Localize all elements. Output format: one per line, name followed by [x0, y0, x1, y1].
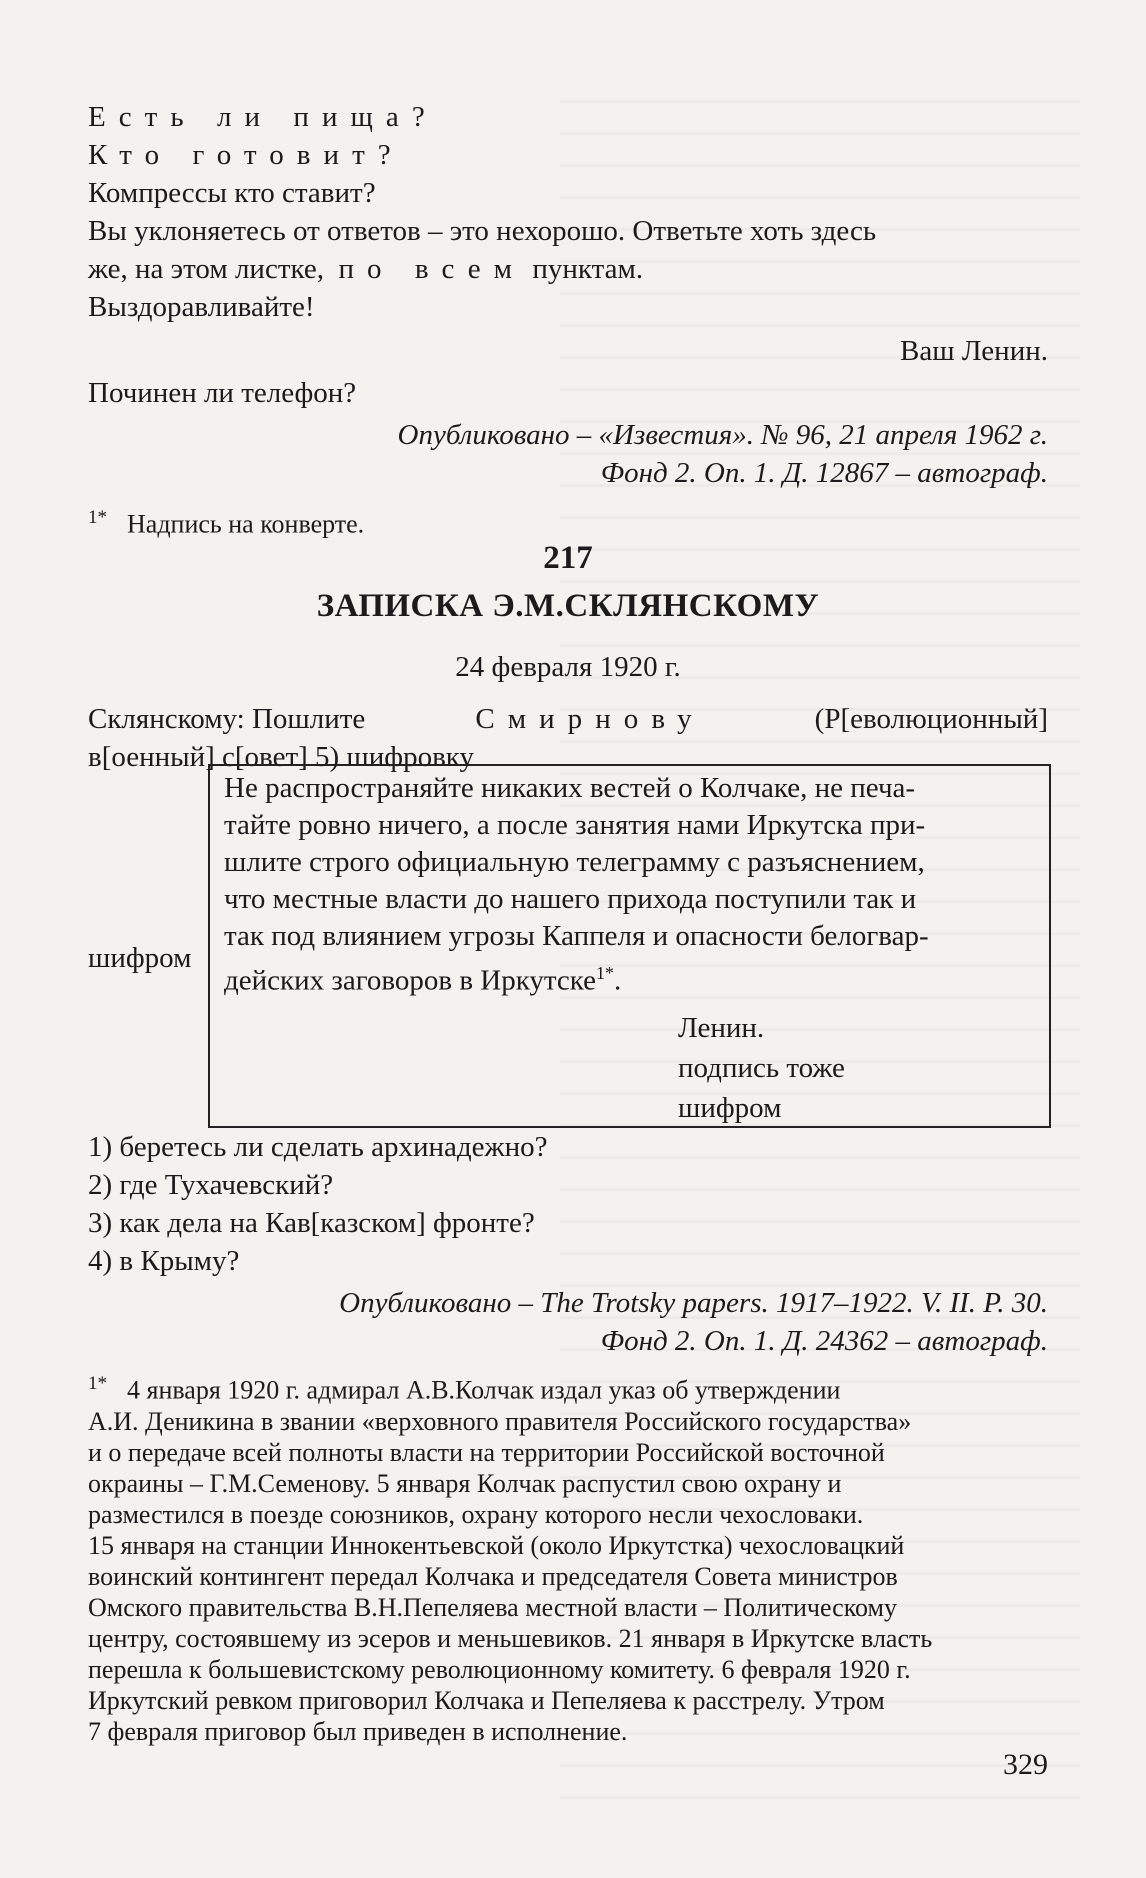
document-title: ЗАПИСКА Э.М.СКЛЯНСКОМУ	[316, 588, 820, 624]
signature-note: подпись тоже	[678, 1052, 845, 1084]
question-item: 4) в Крыму?	[88, 1245, 240, 1277]
archive-note: Фонд 2. Оп. 1. Д. 12867 – автограф.	[600, 457, 1048, 489]
archive-note: Фонд 2. Оп. 1. Д. 24362 – автограф.	[600, 1325, 1048, 1357]
footnote-line: 7 февраля приговор был приведен в исполнение.	[88, 1716, 628, 1746]
footnote-line: А.И. Деникина в звании «верховного правителя Российского государства»	[88, 1406, 912, 1436]
publication-note: Опубликовано – «Известия». № 96, 21 апреля 1962 г.	[397, 419, 1048, 451]
signature-cipher: шифром	[678, 1092, 782, 1124]
question-compress: Компрессы кто ставит?	[88, 177, 376, 209]
previous-document-end	[88, 98, 1048, 543]
envelope-footnote: $^{1*}$ Надпись на конверте.	[88, 507, 365, 539]
spaced-name: Смирнову	[475, 703, 705, 735]
footnote-line: разместился в поезде союзников, охрану которого несли чехословаки.	[88, 1499, 864, 1529]
question-item: 2) где Тухачевский?	[88, 1169, 334, 1201]
telegram-text	[224, 770, 1049, 1000]
phone-question: Починен ли телефон?	[88, 377, 357, 409]
telegram-signature	[678, 1008, 845, 1128]
telegram-box-area	[88, 748, 1048, 1148]
document-date: 24 февраля 1920 г.	[455, 651, 681, 683]
footnote-reference: 1*	[596, 963, 615, 983]
spaced-emphasis: по всем	[338, 253, 526, 285]
signature-lenin: Ленин.	[678, 1012, 765, 1044]
page-number: 329	[1003, 1748, 1048, 1781]
question-item: 1) беретесь ли сделать архинадежно?	[88, 1131, 548, 1163]
telegram-line-last: дейских заговоров в Иркутске$^{1*}$.	[224, 963, 622, 997]
evasion-line-2: же, на этом листке, по всем пунктам.	[88, 253, 644, 285]
footnote-line: воинский контингент передал Колчака и председателя Совета министров	[88, 1561, 898, 1591]
telegram-line: тайте ровно ничего, а после занятия нами Иркутска при-	[224, 809, 926, 841]
footnote-line: и о передаче всей полноты власти на территории Российской восточной	[88, 1437, 885, 1467]
get-well: Выздоравливайте!	[88, 291, 315, 323]
telegram-line: что местные власти до нашего прихода поступили так и	[224, 883, 917, 915]
footnote-first-line: $^{1*}$ 4 января 1920 г. адмирал А.В.Колчак издал указ об утверждении	[88, 1373, 841, 1405]
questions-list	[88, 1128, 1048, 1360]
telegram-line: шлите строго официальную телеграмму с разъяснением,	[224, 846, 925, 878]
footnote-line: центру, состоявшему из эсеров и меньшевиков. 21 января в Иркутске власть	[88, 1623, 933, 1653]
intro-line-1: Склянскому: Пошлите Смирнову (Р[еволюционный]	[88, 700, 1048, 738]
question-food: Есть ли пища?	[88, 101, 438, 133]
signature: Ваш Ленин.	[900, 335, 1048, 367]
cipher-label: шифром	[88, 942, 192, 974]
footnote-mark: 1*	[88, 1373, 107, 1394]
footnote-line: 15 января на станции Иннокентьевской (около Иркутстка) чехословацкий	[88, 1530, 905, 1560]
footnote-line: Омского правительства В.Н.Пепеляева местной власти – Политическому	[88, 1592, 897, 1622]
document-number: 217	[543, 540, 593, 576]
footnote-line: перешла к большевистскому революционному комитету. 6 февраля 1920 г.	[88, 1654, 911, 1684]
telegram-line: так под влиянием угрозы Каппеля и опасности белогвар-	[224, 920, 929, 952]
historical-footnote	[88, 1368, 1048, 1747]
question-cook: Кто готовит?	[88, 139, 404, 171]
footnote-line: окраины – Г.М.Семенову. 5 января Колчак распустил свою охрану и	[88, 1468, 842, 1498]
evasion-line-1: Вы уклоняетесь от ответов – это нехорошо. Ответьте хоть здесь	[88, 215, 877, 247]
publication-note: Опубликовано – The Trotsky papers. 1917–1922. V. II. P. 30.	[339, 1287, 1048, 1319]
telegram-line: Не распространяйте никаких вестей о Колчаке, не печа-	[224, 772, 916, 804]
footnote-line: Иркутский ревком приговорил Колчака и Пепеляева к расстрелу. Утром	[88, 1685, 885, 1715]
intro-line-2: в[оенный] с[овет] 5) шифровку	[88, 741, 474, 773]
question-item: 3) как дела на Кав[казском] фронте?	[88, 1207, 535, 1239]
footnote-mark: 1*	[88, 507, 107, 528]
